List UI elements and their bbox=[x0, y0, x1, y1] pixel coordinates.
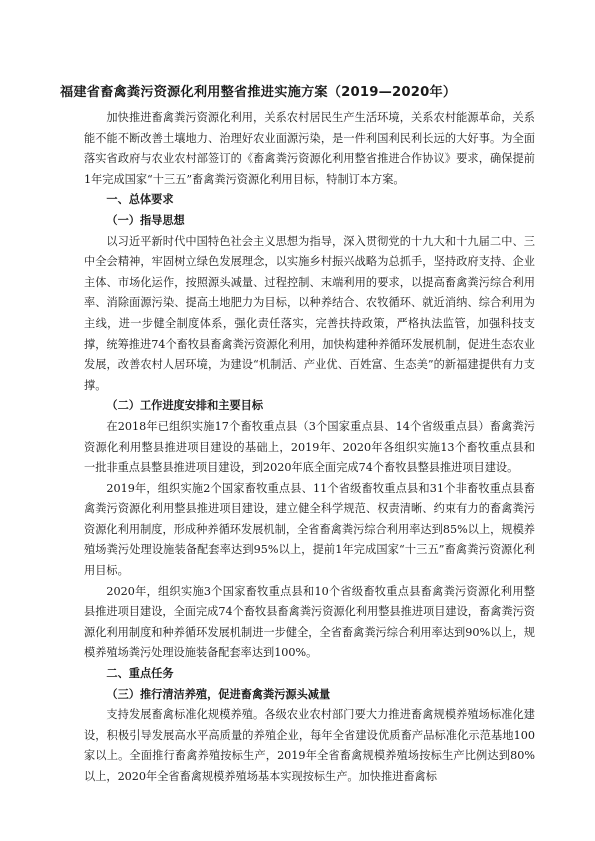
subsection-heading-guiding-ideology: （一）指导思想 bbox=[106, 213, 185, 227]
clean-farming-paragraph: 支持发展畜禽标准化规模养殖。各级农业农村部门要大力推进畜禽规模养殖场标准化建设，积极引导发展高水平高质量的养殖企业，每年全省建设优质畜产品标准化示范基地100家以上。全面推行畜禽养殖按标生产，2019年全省畜禽规模养殖场按标生产比例达到80%以上，2020年全省畜禽规模养殖场基本实现按标生产。加快推进畜禽标 bbox=[84, 708, 535, 783]
subsection-heading-clean-farming: （三）推行清洁养殖，促进畜禽粪污源头减量 bbox=[106, 687, 331, 701]
section-heading-general-requirements: 一、总体要求 bbox=[106, 193, 174, 207]
intro-paragraph: 加快推进畜禽粪污资源化利用，关系农村居民生产生活环境，关系农村能源革命，关系能不能不断改善土壤地力、治理好农业面源污染，是一件利国利民利长远的大好事。为全面落实省政府与农业农村部签订的《畜禽粪污资源化利用整省推进合作协议》要求，确保提前1年完成国家“十三五”畜禽粪污资源化利用目标，特制订本方案。 bbox=[84, 111, 535, 186]
section-heading-key-tasks: 二、重点任务 bbox=[106, 667, 174, 681]
document-title: 福建省畜禽粪污资源化利用整省推进实施方案（2019—2020年） bbox=[60, 85, 457, 100]
schedule-paragraph-2018: 在2018年已组织实施17个畜牧重点县（3个国家重点县、14个省级重点县）畜禽粪污资源化利用整县推进项目建设的基础上，2019年、2020年各组织实施13个畜牧重点县和一批非重点县整县推进项目建设，到2020年底全面完成74个畜牧县整县推进项目建设。 bbox=[84, 419, 535, 475]
schedule-paragraph-2020: 2020年，组织实施3个国家畜牧重点县和10个省级畜牧重点县畜禽粪污资源化利用整县推进项目建设，全面完成74个畜牧县畜禽粪污资源化利用整县推进项目建设，畜禽粪污资源化利用制度和种养循环发展机制进一步健全，全省畜禽粪污综合利用率达到90%以上，规模养殖场粪污处理设施装备配套率达到100%。 bbox=[84, 584, 535, 660]
subsection-heading-schedule-goals: （二）工作进度安排和主要目标 bbox=[106, 399, 264, 413]
schedule-paragraph-2019: 2019年，组织实施2个国家畜牧重点县、11个省级畜牧重点县和31个非畜牧重点县畜禽粪污资源化利用整县推进项目建设，建立健全科学规范、权责清晰、约束有力的畜禽粪污资源化利用制度，形成种养循环发展机制，全省畜禽粪污综合利用率达到85%以上，规模养殖场粪污处理设施装备配套率达到95%以上，提前1年完成国家“十三五”畜禽粪污资源化利用目标。 bbox=[84, 481, 535, 578]
guiding-ideology-paragraph: 以习近平新时代中国特色社会主义思想为指导，深入贯彻党的十九大和十九届二中、三中全会精神，牢固树立绿色发展理念，以实施乡村振兴战略为总抓手，坚持政府支持、企业主体、市场化运作，按照源头减量、过程控制、末端利用的要求，以提高畜禽粪污综合利用率、消除面源污染、提高土地肥力为目标，以种养结合、农牧循环、就近消纳、综合利用为主线，进一步健全制度体系，强化责任落实，完善扶持政策，严格执法监管，加强科技支撑，统筹推进74个畜牧县畜禽粪污资源化利用，加快构建种养循环发展机制，促进生态农业发展，改善农村人居环境，为建设“机制活、产业优、百姓富、生态美”的新福建提供有力支撑。 bbox=[84, 234, 535, 392]
